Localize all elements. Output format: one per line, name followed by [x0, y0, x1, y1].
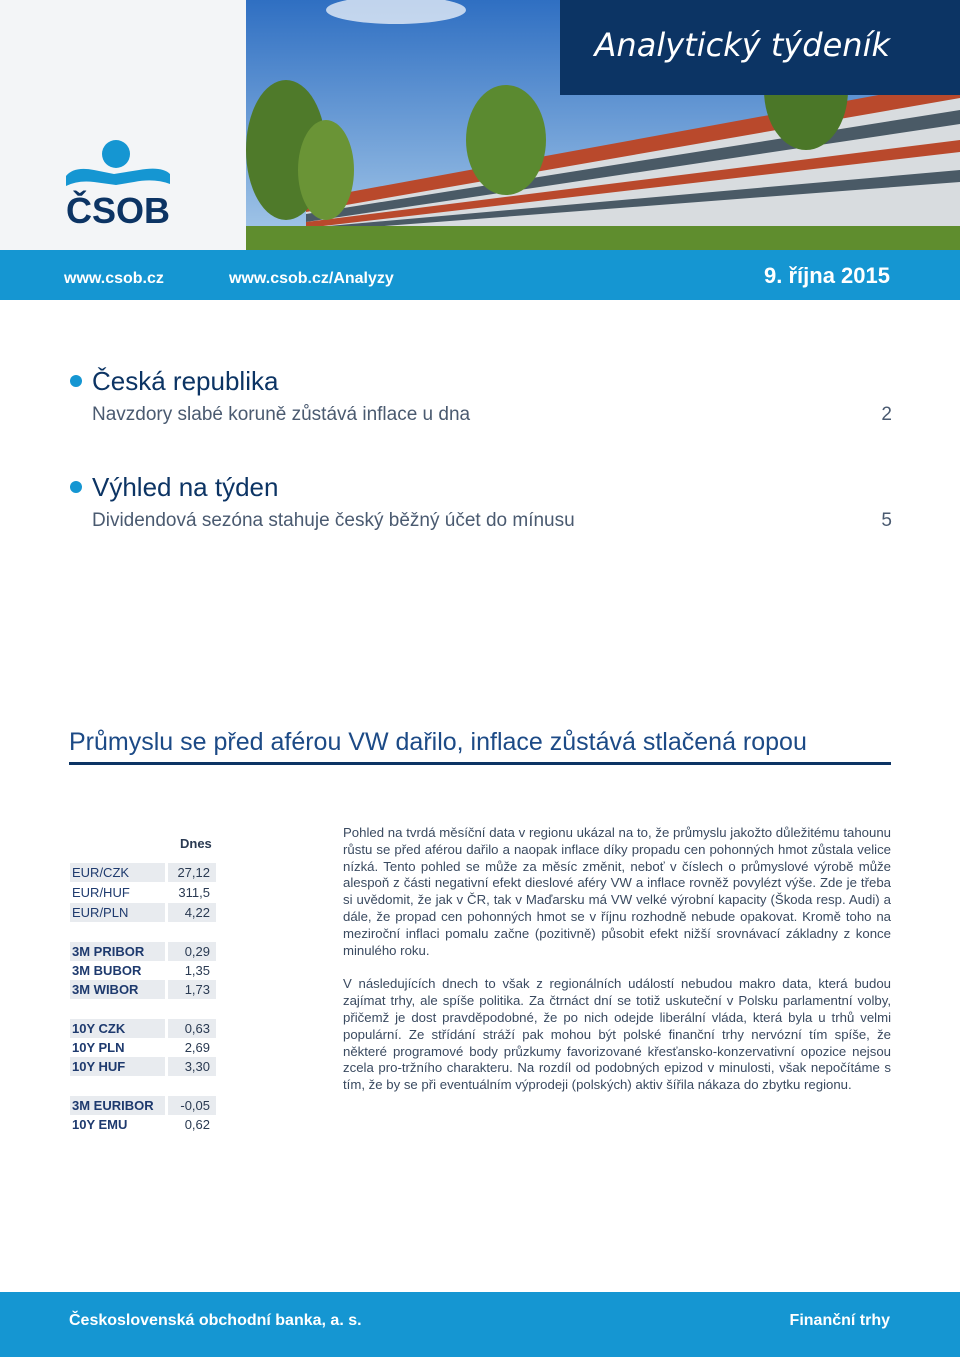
market-row	[70, 1038, 222, 1057]
bullet-icon	[70, 481, 82, 493]
market-row	[70, 903, 222, 922]
toc-subtitle: Dividendová sezóna stahuje český běžný účet do mínusu	[92, 510, 575, 531]
market-label: 3M EURIBOR	[70, 1096, 165, 1115]
market-value: 0,62	[184, 1117, 210, 1132]
market-label: 3M BUBOR	[72, 963, 142, 978]
footer-band	[0, 1292, 960, 1357]
market-value: 311,5	[178, 885, 210, 900]
market-value: 0,29	[168, 942, 216, 961]
bank-name: Československá obchodní banka, a. s.	[69, 1312, 362, 1329]
market-label: 10Y EMU	[72, 1117, 128, 1132]
bullet-icon	[70, 375, 82, 387]
market-row	[70, 961, 222, 980]
market-label: 10Y CZK	[70, 1019, 165, 1038]
market-label: 10Y PLN	[72, 1040, 125, 1055]
market-row	[70, 1115, 222, 1134]
market-row	[70, 980, 222, 999]
headline-divider	[69, 762, 891, 765]
market-label: 3M WIBOR	[70, 980, 165, 999]
market-value: 2,69	[184, 1040, 210, 1055]
market-label: 10Y HUF	[70, 1057, 165, 1076]
toc-subtitle: Navzdory slabé koruně zůstává inflace u dna	[92, 404, 471, 425]
section-name: Finanční trhy	[789, 1312, 890, 1329]
market-value: 1,35	[184, 963, 210, 978]
toc-page-number: 2	[881, 404, 892, 425]
market-label: EUR/CZK	[70, 863, 165, 882]
article-headline: Průmyslu se před aférou VW dařilo, inflace zůstává stlačená ropou	[69, 728, 807, 756]
market-row	[70, 942, 222, 961]
csob-link[interactable]: www.csob.cz	[64, 270, 164, 287]
toc-heading: Česká republika	[92, 366, 279, 396]
svg-text:ČSOB: ČSOB	[65, 190, 171, 226]
market-row	[70, 1057, 222, 1076]
market-label: 3M PRIBOR	[70, 942, 165, 961]
analyzy-link[interactable]: www.csob.cz/Analyzy	[229, 270, 394, 287]
market-row	[70, 883, 222, 902]
publication-title-box	[560, 0, 960, 95]
market-value: 4,22	[168, 903, 216, 922]
market-value: 1,73	[168, 980, 216, 999]
market-value: 0,63	[168, 1019, 216, 1038]
market-row	[70, 863, 222, 882]
logo-panel	[0, 0, 246, 250]
csob-logo	[64, 140, 172, 226]
toc-heading: Výhled na týden	[92, 472, 279, 502]
paragraph: Pohled na tvrdá měsíční data v regionu ukázal na to, že průmyslu jakožto důležitému tahounu růstu se před aférou dařilo a naopak inflace díky propadu cen pohonných hmot zůstala velice nízká. Tento pohled se může za měsíc změnit, neboť v číslech o průmyslové výrobě může alespoň z části negativní efekt dieslové aféry VW a inflace rovněž povylézt výše. Zde je třeba si uvědomit, že jak v ČR, tak v Maďarsku má VW velké výrobní kapacity (Škoda resp. Audi) a dále, že propad cen pohonných hmot se v říjnu rozhodně nebude opakovat. Kromě toho na meziroční inflaci pomalu začne (pozitivně) působit efekt nižší srovnávací základny z konce minulého roku.	[343, 825, 891, 958]
market-value: 3,30	[168, 1057, 216, 1076]
header-band	[0, 250, 960, 300]
market-row	[70, 1096, 222, 1115]
paragraph: V následujících dnech to však z regionálních událostí nebudou makro data, která budou zajímat trhy, ale spíše politika. Za čtrnáct dní se totiž uskuteční v Polsku parlamentní volby, přičemž je dost pravděpodobné, že po nich odejde liberální vláda, která byla u trhů velmi populární. Ze střídání stráží pak mohou být polské finanční trhy nervózní tím spíše, že některé programové body průzkumy favorizované křesťansko-konzervativní opozice nejsou zcela pro-tržního charakteru. Na rozdíl od podobných epizod v minulosti, však nepočítáme s tím, že by se při eventuálním výprodeji (polských) aktiv šířila nákaza do zbytku regionu.	[343, 976, 891, 1093]
market-row	[70, 1019, 222, 1038]
market-table-header: Dnes	[180, 836, 212, 851]
market-label: EUR/PLN	[70, 903, 165, 922]
publication-title: Analytický týdeník	[594, 26, 890, 64]
toc-page-number: 5	[881, 510, 892, 531]
issue-date: 9. října 2015	[764, 263, 890, 288]
market-value: 27,12	[168, 863, 216, 882]
market-value: -0,05	[168, 1096, 216, 1115]
market-label: EUR/HUF	[72, 885, 130, 900]
article-body	[343, 825, 891, 1111]
